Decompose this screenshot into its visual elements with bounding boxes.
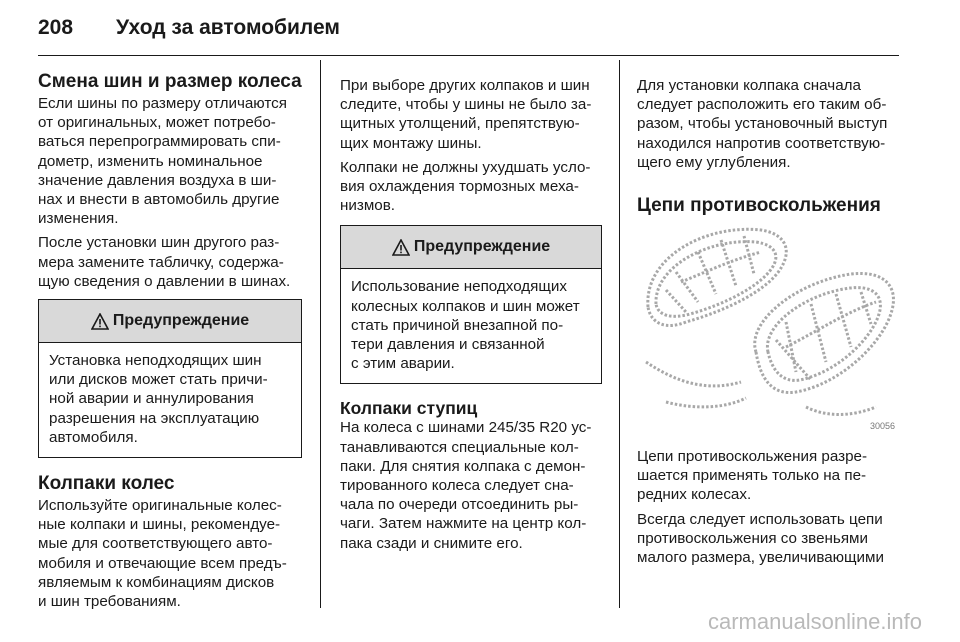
snow-chains-icon [636,212,901,435]
column-divider-2 [619,60,620,608]
column-2 [340,76,602,558]
figure-code: 30056 [869,421,895,431]
warning-title: Предупреждение [413,238,551,256]
warning-header [341,226,601,269]
header-rule [38,55,899,56]
snow-chains-illustration [636,212,901,435]
warning-triangle-icon [392,239,410,256]
warning-text: Использование неподходящих колесных колпаков и шин может стать причиной внезапной по- тери давления и связанной с этим аварии. [351,278,580,373]
column-divider-1 [320,60,321,608]
column-3 [637,76,901,218]
section-heading-hub-caps: Колпаки ступиц [340,398,478,419]
page-title: Уход за автомобилем [116,16,340,39]
warning-title: Предупреждение [112,312,250,330]
paragraph: Всегда следует использовать цепи противоскольжения со звеньями малого размера, увеличивающими [637,510,884,567]
section-heading-wheel-covers: Колпаки колес [38,473,175,495]
column-1 [38,70,302,616]
paragraph: Колпаки не должны ухудшать усло- вия охлаждения тормозных меха- низмов. [340,158,591,215]
warning-box [340,225,602,384]
paragraph: На колеса с шинами 245/35 R20 ус- танавливаются специальные кол- паки. Для снятия колпака с демон- тированного колеса следует сна- чала по очереди отсоединить ры- чаги. Затем нажмите на центр кол- пака сзади и снимите его. [340,419,592,552]
column-3-lower [637,447,901,572]
warning-triangle-icon [91,313,109,330]
section-heading-snow-chains: Цепи противоскольжения [637,195,881,217]
warning-box [38,299,302,458]
paragraph: При выборе других колпаков и шин следите, чтобы у шины не было за- щитных утолщений, препятствую- щих монтажу шины. [340,77,592,152]
paragraph: Цепи противоскольжения разре- шается применять только на пе- редних колесах. [637,448,868,504]
paragraph: Для установки колпака сначала следует расположить его таким об- разом, чтобы установочный выступ находился напротив соответствую- щего ему углубления. [637,77,888,171]
paragraph: Если шины по размеру отличаются от оригинальных, может потребо- ваться перепрограммировать спи- дометр, изменить номинальное значение давления воздуха в ши- нах и внести в автомобиль другие изменения. [38,95,287,228]
paragraph: После установки шин другого раз- мера замените табличку, содержа- щую сведения о давлении в шинах. [38,234,291,290]
paragraph: Используйте оригинальные колес- ные колпаки и шины, рекомендуе- мые для соответствующего авто- мобиля и отвечающие всем предъ- являемым к комбинациям дисков и шин требованиям. [38,497,287,611]
watermark: carmanualsonline.info [707,609,922,634]
warning-text: Установка неподходящих шин или дисков может стать причи- ной аварии и аннулирования разрешения на эксплуатацию автомобиля. [49,352,268,446]
page-number: 208 [38,16,74,39]
warning-header [39,300,301,343]
section-heading-tire-change: Смена шин и размер колеса [38,71,302,92]
